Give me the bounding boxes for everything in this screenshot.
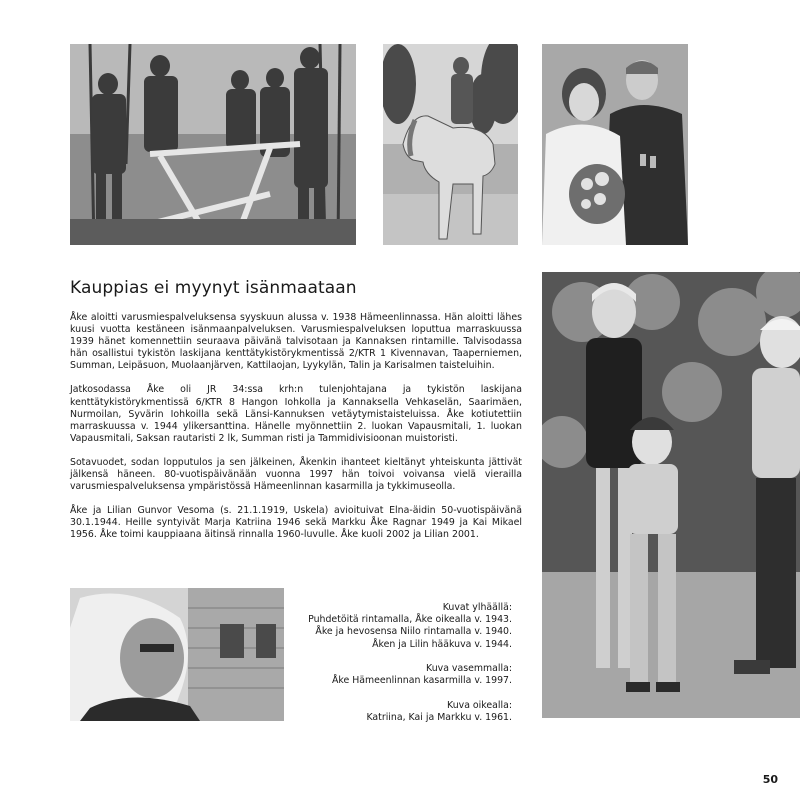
paragraph: Sotavuodet, sodan lopputulos ja sen jälkeinen, Åkenkin ihanteet kieltänyt yhteiskunta jättivät jälkensä häneen. 80-vuotispäivänään vuonna 1997 hän toivoi voivansa vielä vierailla varusmiespalveluksensa ympäristössä Hämeenlinnan kasarmilla ja tykkimuseolla.	[70, 456, 522, 493]
photo-captions	[272, 602, 512, 736]
caption-right-photo	[272, 700, 512, 724]
page-number: 50	[762, 773, 778, 786]
paragraph: Jatkosodassa Åke oli JR 34:ssa krh:n tulenjohtajana ja tykistön laskijana kenttätykistörykmentissä 6/KTR 8 Hangon Iohkolla ja Kannaksella Vehkaselän, Saarimäen, Nurmoilan, Syvärin Iohkoilla sekä Länsi-Kannuksen vetäytymistaisteluissa. Åke kotiutettiin marraskuussa v. 1944 ylikersanttina. Hänelle myönnettiin 2. luokan Vapausmitali, 1. luokan Vapausmitali, Saksan rautaristi 2 lk, Summan risti ja Tammidivisioonan muistoristi.	[70, 384, 522, 444]
caption-heading: Kuvat ylhäällä:	[442, 602, 512, 613]
caption-line: Puhdetöitä rintamalla, Åke oikealla v. 1943.	[308, 614, 512, 626]
caption-line: Åke ja hevosensa Niilo rintamalla v. 1940.	[315, 626, 512, 638]
caption-heading: Kuva vasemmalla:	[426, 663, 512, 674]
caption-line: Åken ja Lilin hääkuva v. 1944.	[372, 638, 512, 650]
photo-man-on-horse	[383, 44, 518, 245]
photo-three-children	[542, 272, 800, 718]
caption-line: Åke Hämeenlinnan kasarmilla v. 1997.	[331, 675, 512, 687]
caption-left-photo	[272, 663, 512, 687]
photo-elderly-man	[70, 588, 284, 721]
caption-heading: Kuva oikealla:	[447, 699, 512, 711]
paragraph: Åke ja Lilian Gunvor Vesoma (s. 21.1.1919, Uskela) avioituivat Elna-äidin 50-vuotispäivänä 30.1.1944. Heille syntyivät Marja Katriina 1946 sekä Markku Åke Ragnar 1949 ja Kai Mikael 1956. Åke toimi kauppiaana äitinsä rinnalla 1960-luvulle. Åke kuoli 2002 ja Lilian 2001.	[70, 505, 522, 541]
photo-soldiers-woodwork	[70, 44, 356, 245]
page-title: Kauppias ei myynyt isänmaataan	[70, 278, 357, 298]
article-body	[70, 312, 522, 554]
caption-line: Katriina, Kai ja Markku v. 1961.	[366, 711, 512, 723]
paragraph: Åke aloitti varusmiespalveluksensa syyskuun alussa v. 1938 Hämeenlinnassa. Hän aloitti lähes kuusi vuotta kestäneen isänmaanpalveluksen. Varusmiespalveluksen loputtua marraskuussa 1939 hänet komennettiin seuraava päivänä talvisotaan ja Kannaksen rintamille. Talvisodassa hän osallistui tykistön laskijana kenttätykistörykmentissä 2/KTR 1 Kivennavan, Taaperniemen, Summan, Leipäsuon, Muolaanjärven, Kattilaojan, Lyykylän, Talin ja Karisalmen taisteluihin.	[70, 312, 522, 372]
caption-top-photos	[272, 602, 512, 651]
photo-wedding-portrait	[542, 44, 688, 245]
